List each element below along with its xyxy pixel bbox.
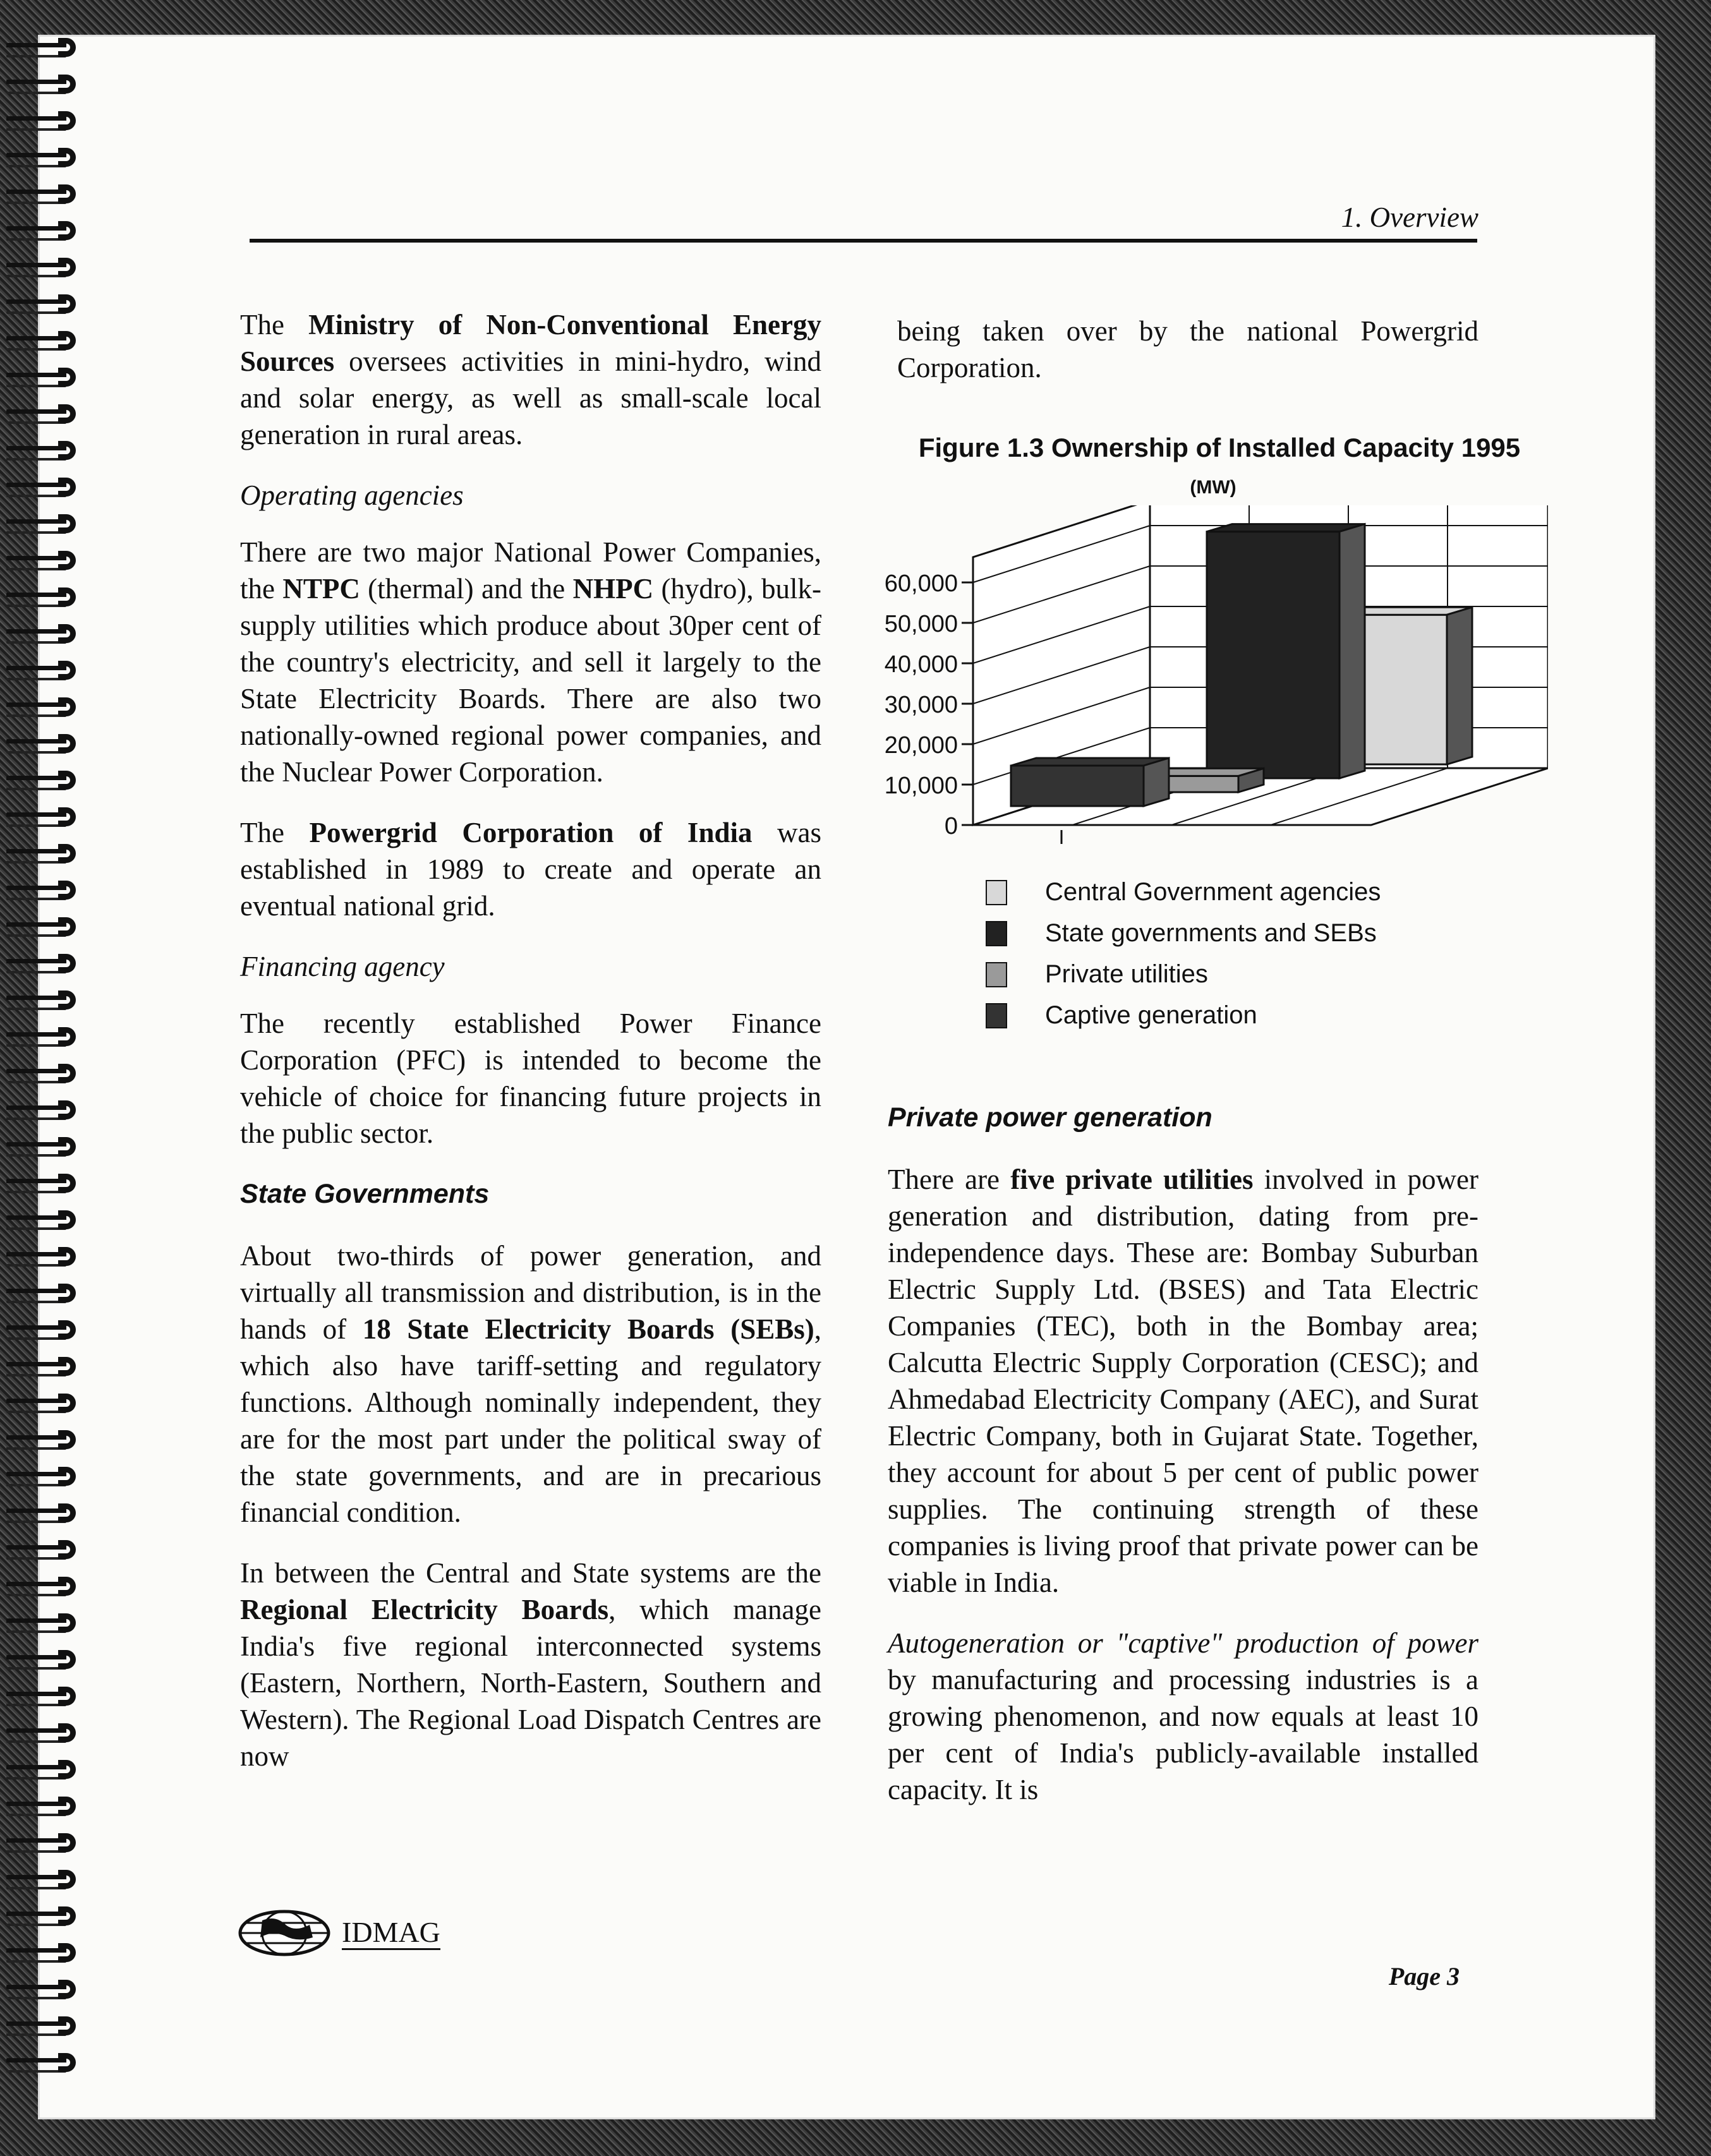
legend-label: Central Government agencies <box>1045 878 1381 906</box>
binding-coil <box>0 844 82 863</box>
binding-coil <box>0 1650 82 1669</box>
legend-label: Captive generation <box>1045 1001 1257 1029</box>
binding-coil <box>0 881 82 900</box>
paragraph-pfc: The recently established Power Finance Corporation (PFC) is intended to become the vehicle of choice for financing future projects in the public sector. <box>240 1008 821 1149</box>
bar-side-3 <box>1144 758 1169 806</box>
binding-coil <box>0 514 82 533</box>
binding-coil <box>0 1247 82 1266</box>
binding-coil <box>0 917 82 936</box>
legend-item <box>986 913 1381 954</box>
binding-coil <box>0 734 82 753</box>
binding-coil <box>0 1137 82 1156</box>
left-column <box>240 306 821 1798</box>
binding-coil <box>0 1906 82 1925</box>
figure-unit: (MW) <box>1190 477 1236 498</box>
binding-coil <box>0 331 82 350</box>
binding-coil <box>0 1943 82 1962</box>
legend-swatch <box>986 880 1007 905</box>
legend-label: State governments and SEBs <box>1045 919 1377 947</box>
binding-coil <box>0 1723 82 1742</box>
binding-coil <box>0 2016 82 2035</box>
binding-coil <box>0 1833 82 1852</box>
legend-swatch <box>986 962 1007 987</box>
binding-coil <box>0 1503 82 1522</box>
y-tick-label: 10,000 <box>884 773 958 799</box>
binding-coil <box>0 1687 82 1706</box>
y-tick-label: 0 <box>944 813 958 840</box>
binding-coil <box>0 1577 82 1596</box>
right-column <box>888 1099 1478 1832</box>
spiral-binding <box>0 38 88 2123</box>
section-label: 1. Overview <box>1341 202 1478 233</box>
paragraph-continued: being taken over by the national Powergrid Corporation. <box>897 315 1478 383</box>
bar-3 <box>1011 766 1144 806</box>
binding-coil <box>0 1320 82 1339</box>
bar-side-0 <box>1447 607 1472 764</box>
heading-operating-agencies: Operating agencies <box>240 479 464 511</box>
binding-coil <box>0 148 82 167</box>
y-tick-label: 40,000 <box>884 651 958 678</box>
paragraph-regional-boards: In between the Central and State systems are the Regional Electricity Boards, which manage India's five regional interconnected systems (Eastern, Northern, North-Eastern, Southern and Western). The Regional Load Dispatch Centres are now <box>240 1557 821 1772</box>
y-tick-label: 60,000 <box>884 570 958 597</box>
binding-coil <box>0 1394 82 1412</box>
idmag-logo <box>237 1908 440 1958</box>
paragraph-powergrid: The Powergrid Corporation of India was established in 1989 to create and operate an eventual national grid. <box>240 817 821 922</box>
binding-coil <box>0 624 82 643</box>
globe-icon <box>237 1908 332 1958</box>
binding-coil <box>0 368 82 387</box>
legend-item <box>986 954 1381 995</box>
binding-coil <box>0 1540 82 1559</box>
header-rule <box>250 239 1477 243</box>
paragraph-private-utilities: There are five private utilities involved in power generation and distribution, dating from pre-independence days. These are: Bombay Suburban Electric Supply Ltd. (BSES) and Tata Electric Companies (TEC), both in the Bombay area; Calcutta Electric Supply Corporation (CESC); and Ahmedabad Electricity Company (AEC), and Surat Electric Company, both in Gujarat State. Together, they account for about 5 per cent of public power supplies. The continuing strength of these companies is living proof that private power can be viable in India. <box>888 1164 1478 1598</box>
binding-coil <box>0 1284 82 1303</box>
legend-item <box>986 872 1381 913</box>
binding-coil <box>0 111 82 130</box>
binding-coil <box>0 1613 82 1632</box>
paragraph-captive: Autogeneration or "captive" production of power by manufacturing and processing industries is a growing phenomenon, and now equals at least 10 per cent of India's publicly-available installed capacity. It is <box>888 1627 1478 1805</box>
capacity-chart <box>847 505 1548 859</box>
binding-coil <box>0 184 82 203</box>
binding-coil <box>0 1174 82 1193</box>
legend-label: Private utilities <box>1045 960 1208 988</box>
heading-private-power: Private power generation <box>888 1102 1212 1133</box>
binding-coil <box>0 1210 82 1229</box>
binding-coil <box>0 587 82 606</box>
binding-coil <box>0 991 82 1009</box>
bar-side-1 <box>1339 524 1365 778</box>
bar-1 <box>1207 532 1339 778</box>
paragraph-ministry: The Ministry of Non-Conventional Energy Sources oversees activities in mini-hydro, wind and solar energy, as well as small-scale local generation in rural areas. <box>240 309 821 450</box>
binding-coil <box>0 75 82 93</box>
heading-state-governments: State Governments <box>240 1179 490 1209</box>
binding-coil <box>0 404 82 423</box>
binding-coil <box>0 1467 82 1486</box>
heading-financing-agency: Financing agency <box>240 951 445 982</box>
binding-coil <box>0 1100 82 1119</box>
paragraph-national-power: There are two major National Power Companies, the NTPC (thermal) and the NHPC (hydro), bulk-supply utilities which produce about 30per cent of the country's electricity, and sell it largely to the State Electricity Boards. There are also two nationally-owned regional power companies, and the Nuclear Power Corporation. <box>240 536 821 788</box>
legend-swatch <box>986 921 1007 946</box>
figure-title: Figure 1.3 Ownership of Installed Capacity 1995 <box>918 433 1521 462</box>
binding-coil <box>0 221 82 240</box>
binding-coil <box>0 1797 82 1816</box>
binding-coil <box>0 1760 82 1779</box>
y-tick-label: 30,000 <box>884 692 958 718</box>
page-number: Page 3 <box>1388 1962 1460 1990</box>
binding-coil <box>0 1064 82 1083</box>
binding-coil <box>0 38 82 57</box>
binding-coil <box>0 441 82 460</box>
binding-coil <box>0 551 82 570</box>
binding-coil <box>0 697 82 716</box>
paragraph-seb: About two-thirds of power generation, and virtually all transmission and distribution, is in the hands of 18 State Electricity Boards (SEBs), which also have tariff-setting and regulatory functions. Although nominally independent, they are for the most part under the political sway of the state governments, and are in precarious financial condition. <box>240 1240 821 1528</box>
binding-coil <box>0 1980 82 1999</box>
binding-coil <box>0 1027 82 1046</box>
legend-item <box>986 995 1381 1036</box>
binding-coil <box>0 478 82 497</box>
binding-coil <box>0 807 82 826</box>
chart-legend <box>986 872 1381 1036</box>
legend-swatch <box>986 1003 1007 1028</box>
binding-coil <box>0 661 82 680</box>
logo-text: IDMAG <box>342 1917 440 1950</box>
binding-coil <box>0 294 82 313</box>
binding-coil <box>0 1357 82 1376</box>
binding-coil <box>0 2053 82 2072</box>
binding-coil <box>0 954 82 973</box>
binding-coil <box>0 771 82 790</box>
binding-coil <box>0 1870 82 1889</box>
y-tick-label: 20,000 <box>884 732 958 759</box>
y-tick-label: 50,000 <box>884 611 958 637</box>
binding-coil <box>0 258 82 277</box>
right-column-top <box>897 313 1478 410</box>
binding-coil <box>0 1430 82 1449</box>
